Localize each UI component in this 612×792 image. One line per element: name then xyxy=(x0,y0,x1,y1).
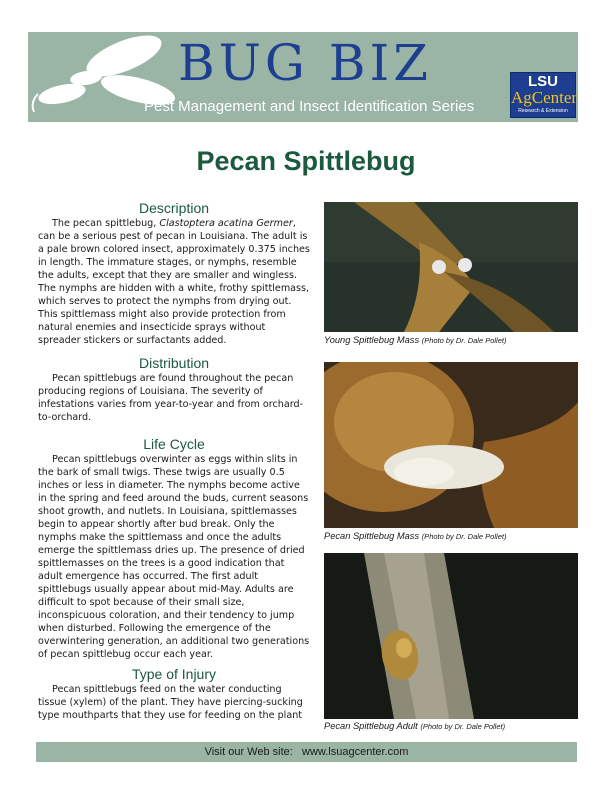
footer-bar xyxy=(36,742,577,762)
life-cycle-text: Pecan spittlebugs overwinter as eggs within slits in the bark of small twigs. These twigs are usually 0.5 inches or less in diameter. The nymphs become active in the spring and feed around the buds, current seasons shoot growth, and nutlets. In Louisiana, spittlemasses begin to appear shortly after bud break. Only the nymphs make the spittlemass and once the adults emerge the spittlemass dries up. The presence of dried spittlemasses on the trees is a good indication that adult emergence has occurred. The first adult spittlebugs usually appear about mid-May. Adults are difficult to spot because of their small size, inconspicuous coloration, and their tendency to jump when disturbed. Following the emergence of the overwintering generation, an additional two generations of pecan spittlebug occur each year. xyxy=(38,454,310,660)
type-of-injury-section xyxy=(38,665,310,722)
page-title: Pecan Spittlebug xyxy=(196,146,416,176)
description-heading: Description xyxy=(138,200,210,216)
website-link[interactable]: www.lsuagcenter.com xyxy=(302,746,409,758)
photo-caption-2: Pecan Spittlebug Mass (Photo by Dr. Dale Pollet) xyxy=(324,531,507,541)
header-banner xyxy=(28,32,578,122)
photo-young-spittlebug-mass xyxy=(324,202,578,332)
photo-caption-3: Pecan Spittlebug Adult (Photo by Dr. Dale Pollet) xyxy=(324,721,506,731)
series-subtitle: Pest Management and Insect Identification Series xyxy=(144,98,475,115)
lsu-agcenter-logo[interactable] xyxy=(510,72,576,118)
distribution-section xyxy=(38,354,310,424)
footer-label: Visit our Web site: xyxy=(204,746,293,758)
life-cycle-heading: Life Cycle xyxy=(143,436,205,452)
type-of-injury-text: Pecan spittlebugs feed on the water conducting tissue (xylem) of the plant. They have piercing-sucking type mouthparts that they use for feeding on the plant xyxy=(38,684,303,721)
life-cycle-section xyxy=(38,435,310,661)
logo-line-agcenter: AgCenter xyxy=(511,88,578,107)
photo-pecan-spittlebug-mass xyxy=(324,362,578,528)
description-section xyxy=(38,199,310,347)
type-of-injury-heading: Type of Injury xyxy=(131,666,217,682)
species-name: Clastoptera acatina Germer xyxy=(159,218,293,229)
logo-line-lsu: LSU xyxy=(528,73,558,90)
photo-caption-1: Young Spittlebug Mass (Photo by Dr. Dale Pollet) xyxy=(324,335,507,345)
distribution-text: Pecan spittlebugs are found throughout the pecan producing regions of Louisiana. The severity of infestations varies from year-to-year and from orchard-to-orchard. xyxy=(38,373,304,423)
description-text: The pecan spittlebug, Clastoptera acatina Germer, can be a serious pest of pecan in Louisiana. The adult is a pale brown colored insect, approximately 0.375 inches in length. The immature stages, or nymphs, resemble the adults, except that they are smaller and wingless. The nymphs are hidden with a white, frothy spittlemass, which serves to protect the nymphs from drying out. This spittlemass might also provide protection from natural enemies and insecticide sprays without spreader stickers or surfactants added. xyxy=(38,218,310,346)
logo-line-research: Research & Extension xyxy=(518,108,568,114)
distribution-heading: Distribution xyxy=(138,355,210,371)
series-title: BUG BIZ xyxy=(178,34,432,92)
photo-pecan-spittlebug-adult xyxy=(324,553,578,719)
